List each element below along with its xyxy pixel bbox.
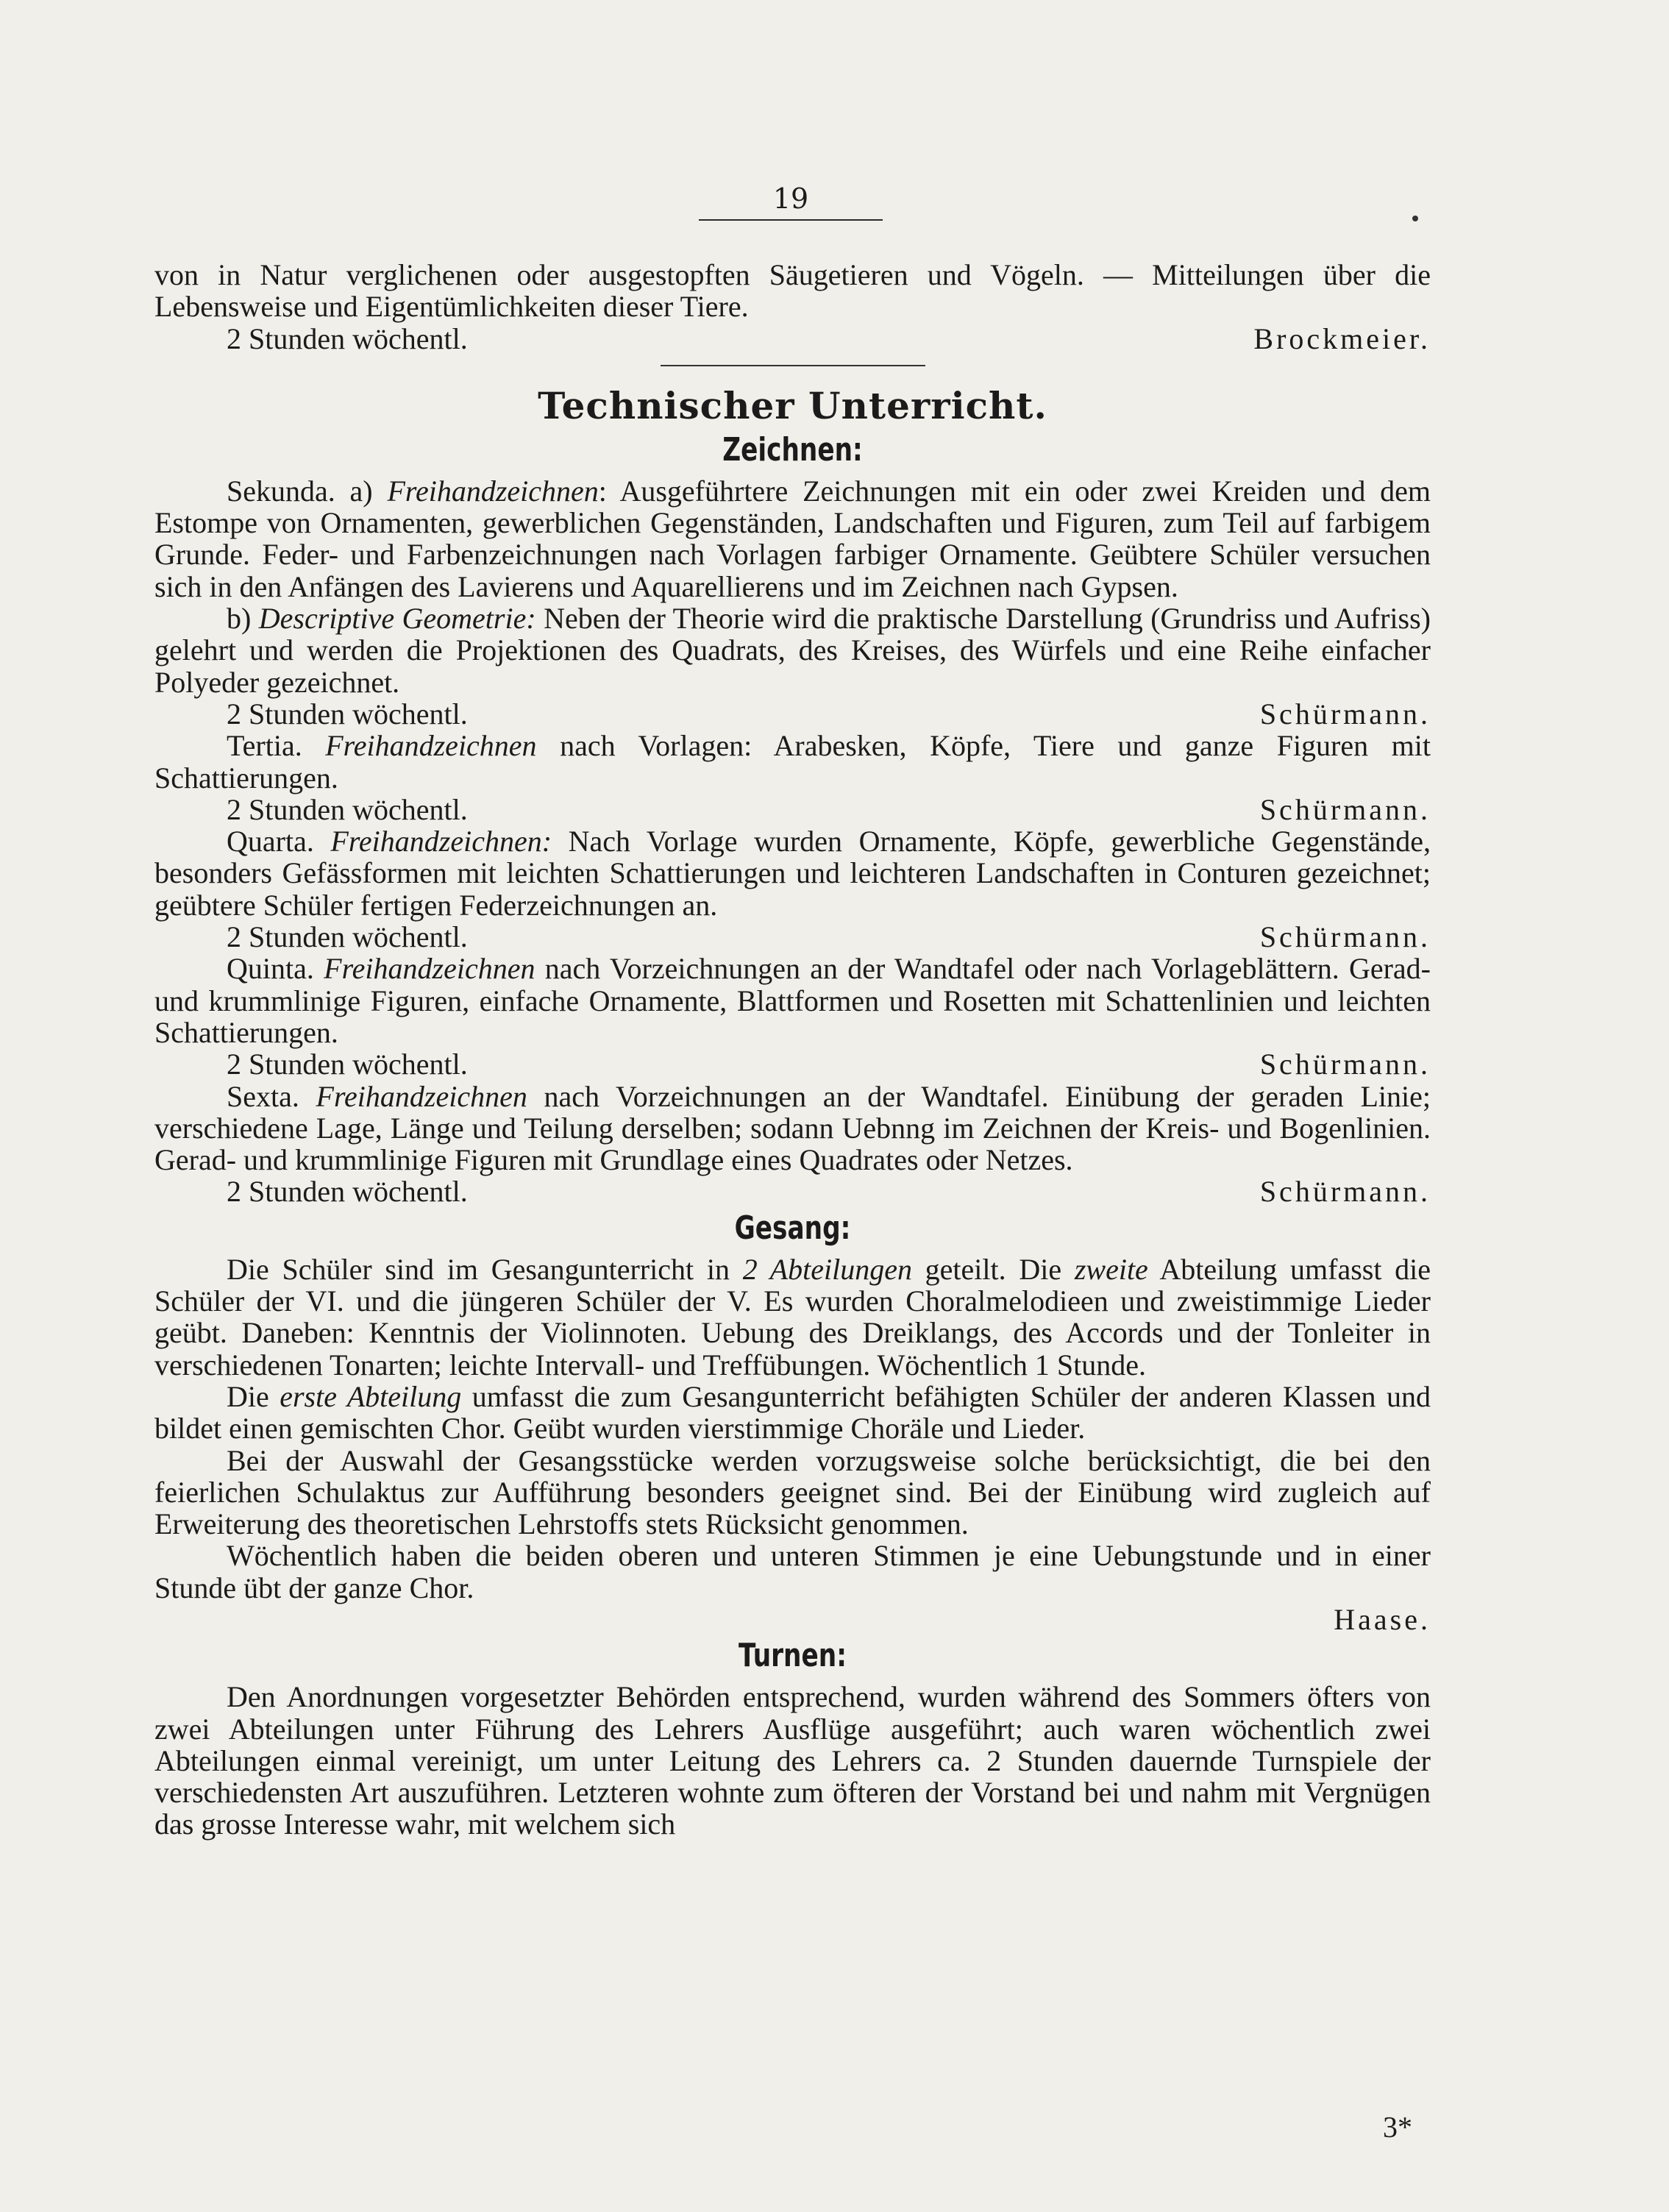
sekunda-b-paragraph: b) Descriptive Geometrie: Neben der Theorie wird die praktische Darstellung (Grundriss und Aufriss) gelehrt und werden die Projektionen des Quadrats, des Kreises, des Würfels und eine Reihe einfacher Polyeder gezeichnet. xyxy=(154,602,1431,699)
sexta-paragraph: Sexta. Freihandzeichnen nach Vorzeichnungen an der Wandtafel. Einübung der geraden Linie; verschiedene Lage, Länge und Teilung derselben; sodann Uebnng im Zeichnen der Kreis- und Bogenlinien. Gerad- und krummlinige Figuren mit Grundlage eines Quadrates oder Netzes. xyxy=(154,1079,1431,1177)
zeichnen-heading: Zeichnen: xyxy=(722,430,863,469)
sexta-hours-line xyxy=(154,1176,1431,1207)
page-number: 19 xyxy=(699,182,883,221)
hours-text: 2 Stunden wöchentl. xyxy=(227,920,468,954)
hours-text: 2 Stunden wöchentl. xyxy=(227,1175,468,1209)
gesang-paragraph-4: Wöchentlich haben die beiden oberen und unteren Stimmen je eine Uebungstunde und in einer Stunde übt der ganze Chor. xyxy=(154,1539,1431,1604)
teacher-name: Schürmann. xyxy=(1259,920,1431,954)
hours-text: 2 Stunden wöchentl. xyxy=(227,792,468,826)
page-body xyxy=(154,259,1431,1841)
quinta-paragraph: Quinta. Freihandzeichnen nach Vorzeichnungen an der Wandtafel oder nach Vorlageblättern. Gerad- und krummlinige Figuren, einfache Ornamente, Blattformen und Rosetten mit Schattenlinien und leichten Schattierungen. xyxy=(154,952,1431,1049)
hours-text: 2 Stunden wöchentl. xyxy=(227,1048,468,1081)
sekunda-hours-line xyxy=(154,698,1431,730)
gesang-paragraph-2: Die erste Abteilung umfasst die zum Gesangunterricht befähigten Schüler der anderen Klassen und bildet einen gemischten Chor. Geübt wurden vierstimmige Choräle und Lieder. xyxy=(154,1379,1431,1445)
teacher-name: Brockmeier. xyxy=(1253,321,1431,355)
turnen-heading: Turnen: xyxy=(739,1637,847,1675)
section-title: Technischer Unterricht. xyxy=(538,383,1047,427)
tertia-paragraph: Tertia. Freihandzeichnen nach Vorlagen: Arabesken, Köpfe, Tiere und ganze Figuren mit Schattierungen. xyxy=(154,729,1431,794)
teacher-name: Schürmann. xyxy=(1259,1175,1431,1209)
quarta-paragraph: Quarta. Freihandzeichnen: Nach Vorlage wurden Ornamente, Köpfe, gewerbliche Gegenstände, besonders Gefässformen mit leichten Schattierungen und leichteren Landschaften in Conturen gezeichnet; geübtere Schüler fertigen Federzeichnungen an. xyxy=(154,825,1431,922)
teacher-name: Schürmann. xyxy=(1259,697,1431,730)
separator-rule xyxy=(661,365,925,366)
gesang-teacher: Haase. xyxy=(1334,1602,1431,1636)
teacher-name: Schürmann. xyxy=(1259,1048,1431,1081)
teacher-name: Schürmann. xyxy=(1259,792,1431,826)
turnen-paragraph: Den Anordnungen vorgesetzter Behörden entsprechend, wurden während des Sommers öfters von zwei Abteilungen unter Führung des Lehrers Ausflüge ausgeführt; auch waren wöchentlich zwei Abteilungen einmal vereinigt, um unter Leitung des Lehrers ca. 2 Stunden dauernde Turnspiele der verschiedensten Art auszuführen. Letzteren wohnte zum öfteren der Vorstand bei und nahm mit Vergnügen das grosse Interesse wahr, mit welchem sich xyxy=(154,1680,1431,1841)
quinta-hours-line xyxy=(154,1048,1431,1080)
signature-mark: 3* xyxy=(1383,2110,1412,2144)
hours-text: 2 Stunden wöchentl. xyxy=(227,321,468,355)
gesang-heading: Gesang: xyxy=(734,1209,851,1247)
intro-hours-line xyxy=(154,323,1431,355)
gesang-paragraph-3: Bei der Auswahl der Gesangsstücke werden vorzugsweise solche berücksichtigt, die bei den feierlichen Schulaktus zur Aufführung besonders geeignet sind. Bei der Einübung wird zugleich auf Erweiterung des theoretischen Lehrstoffs stets Rücksicht genommen. xyxy=(154,1443,1431,1541)
hours-text: 2 Stunden wöchentl. xyxy=(227,697,468,730)
tertia-hours-line xyxy=(154,794,1431,825)
margin-dot xyxy=(1412,216,1418,221)
quarta-hours-line xyxy=(154,921,1431,953)
sekunda-a-paragraph: Sekunda. a) Freihandzeichnen: Ausgeführtere Zeichnungen mit ein oder zwei Kreiden und dem Estompe von Ornamenten, gewerblichen Gegenständen, Landschaften und Figuren, zum Teil auf farbigem Grunde. Feder- und Farbenzeichnungen nach Vorlagen farbiger Ornamente. Geübtere Schüler versuchen sich in den Anfängen des Lavierens und Aquarellierens und im Zeichnen nach Gypsen. xyxy=(154,474,1431,603)
intro-paragraph: von in Natur verglichenen oder ausgestopften Säugetieren und Vögeln. — Mitteilungen über die Lebensweise und Eigentümlichkeiten dieser Tiere. xyxy=(154,258,1431,324)
gesang-paragraph-1: Die Schüler sind im Gesangunterricht in 2 Abteilungen geteilt. Die zweite Abteilung umfasst die Schüler der VI. und die jüngeren Schüler der V. Es wurden Choralmelodieen und zweistimmige Lieder geübt. Daneben: Kenntnis der Violinnoten. Uebung des Dreiklangs, des Accords und der Tonleiter in verschiedenen Tonarten; leichte Intervall- und Treffübungen. Wöchentlich 1 Stunde. xyxy=(154,1252,1431,1381)
